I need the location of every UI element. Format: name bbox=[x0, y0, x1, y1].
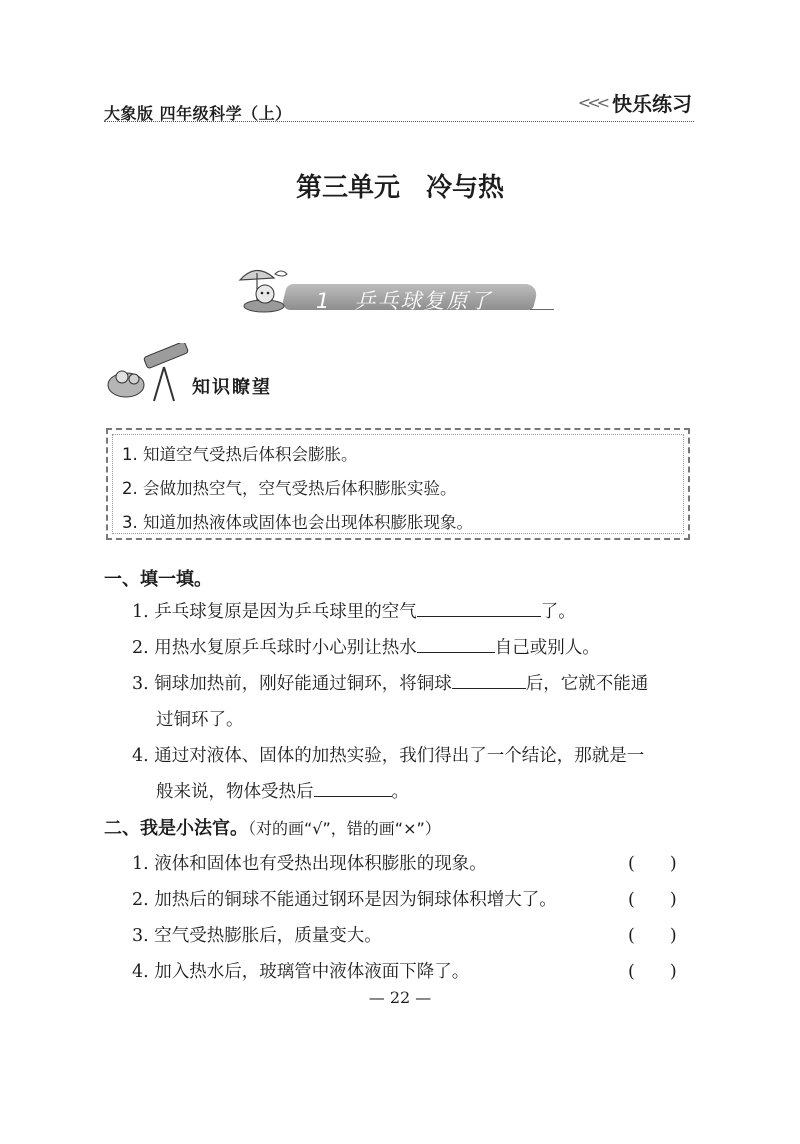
question-text: 。 bbox=[391, 782, 409, 802]
question-text: 2. 用热水复原乒乓球时小心别让热水 bbox=[132, 638, 417, 658]
judge-item-1: 1. 液体和固体也有受热出现体积膨胀的现象。 bbox=[132, 854, 487, 874]
answer-blank[interactable] bbox=[452, 671, 526, 690]
unit-title: 第三单元 冷与热 bbox=[295, 173, 504, 203]
section-judge-heading: 二、我是小法官。 bbox=[104, 818, 248, 839]
question-text: 了。 bbox=[540, 602, 576, 622]
answer-blank[interactable] bbox=[417, 635, 495, 654]
answer-parentheses[interactable]: ( ) bbox=[628, 890, 677, 910]
knowledge-point: 3. 知道加热液体或固体也会出现体积膨胀现象。 bbox=[122, 513, 473, 532]
answer-parentheses[interactable]: ( ) bbox=[628, 962, 677, 982]
question-text: 1. 乒乓球复原是因为乒乓球里的空气 bbox=[132, 602, 417, 622]
lesson-banner bbox=[234, 262, 554, 316]
fill-question-3 bbox=[132, 670, 648, 695]
question-text: 后，它就不能通 bbox=[525, 674, 649, 694]
brand-title: 快乐练习 bbox=[612, 92, 692, 116]
answer-blank[interactable] bbox=[314, 779, 392, 798]
section-judge-instruction: （对的画“√”，错的画“×”） bbox=[248, 819, 441, 838]
answer-parentheses[interactable]: ( ) bbox=[628, 854, 677, 874]
question-text: 4. 通过对液体、固体的加热实验，我们得出了一个结论，那就是一 bbox=[132, 746, 645, 766]
answer-parentheses[interactable]: ( ) bbox=[628, 926, 677, 946]
page-number: — 22 — bbox=[368, 988, 432, 1007]
judge-item-2: 2. 加热后的铜球不能通过钢环是因为铜球体积增大了。 bbox=[132, 890, 557, 910]
lesson-banner-rule bbox=[530, 309, 554, 310]
header-divider bbox=[104, 121, 694, 122]
brand-header bbox=[578, 88, 692, 117]
fill-question-3-cont: 过铜环了。 bbox=[156, 710, 244, 730]
question-text: 3. 铜球加热前，刚好能通过铜环，将铜球 bbox=[132, 674, 452, 694]
fill-question-1 bbox=[132, 598, 576, 623]
fill-question-2 bbox=[132, 634, 600, 659]
fill-question-4-cont bbox=[156, 778, 409, 803]
question-text: 般来说，物体受热后 bbox=[156, 782, 314, 802]
chevrons-icon: <<< bbox=[577, 93, 606, 112]
answer-blank[interactable] bbox=[417, 599, 541, 618]
question-text: 自己或别人。 bbox=[494, 638, 600, 658]
section-judge-title bbox=[104, 814, 441, 840]
judge-item-3: 3. 空气受热膨胀后，质量变大。 bbox=[132, 926, 382, 946]
knowledge-badge bbox=[104, 343, 284, 405]
telescope-icon bbox=[104, 343, 200, 405]
knowledge-point: 2. 会做加热空气，空气受热后体积膨胀实验。 bbox=[122, 479, 457, 498]
knowledge-badge-label: 知识瞭望 bbox=[192, 377, 272, 398]
knowledge-point: 1. 知道空气受热后体积会膨胀。 bbox=[122, 445, 358, 464]
book-series-label: 大象版 四年级科学（上） bbox=[104, 104, 292, 123]
judge-item-4: 4. 加入热水后，玻璃管中液体液面下降了。 bbox=[132, 962, 470, 982]
knowledge-box bbox=[106, 428, 690, 540]
lesson-title: 1 乒乓球复原了 bbox=[316, 289, 493, 313]
fill-question-4 bbox=[132, 742, 644, 767]
mascot-umbrella-icon bbox=[234, 262, 298, 316]
section-fill-in-title: 一、填一填。 bbox=[104, 569, 212, 590]
